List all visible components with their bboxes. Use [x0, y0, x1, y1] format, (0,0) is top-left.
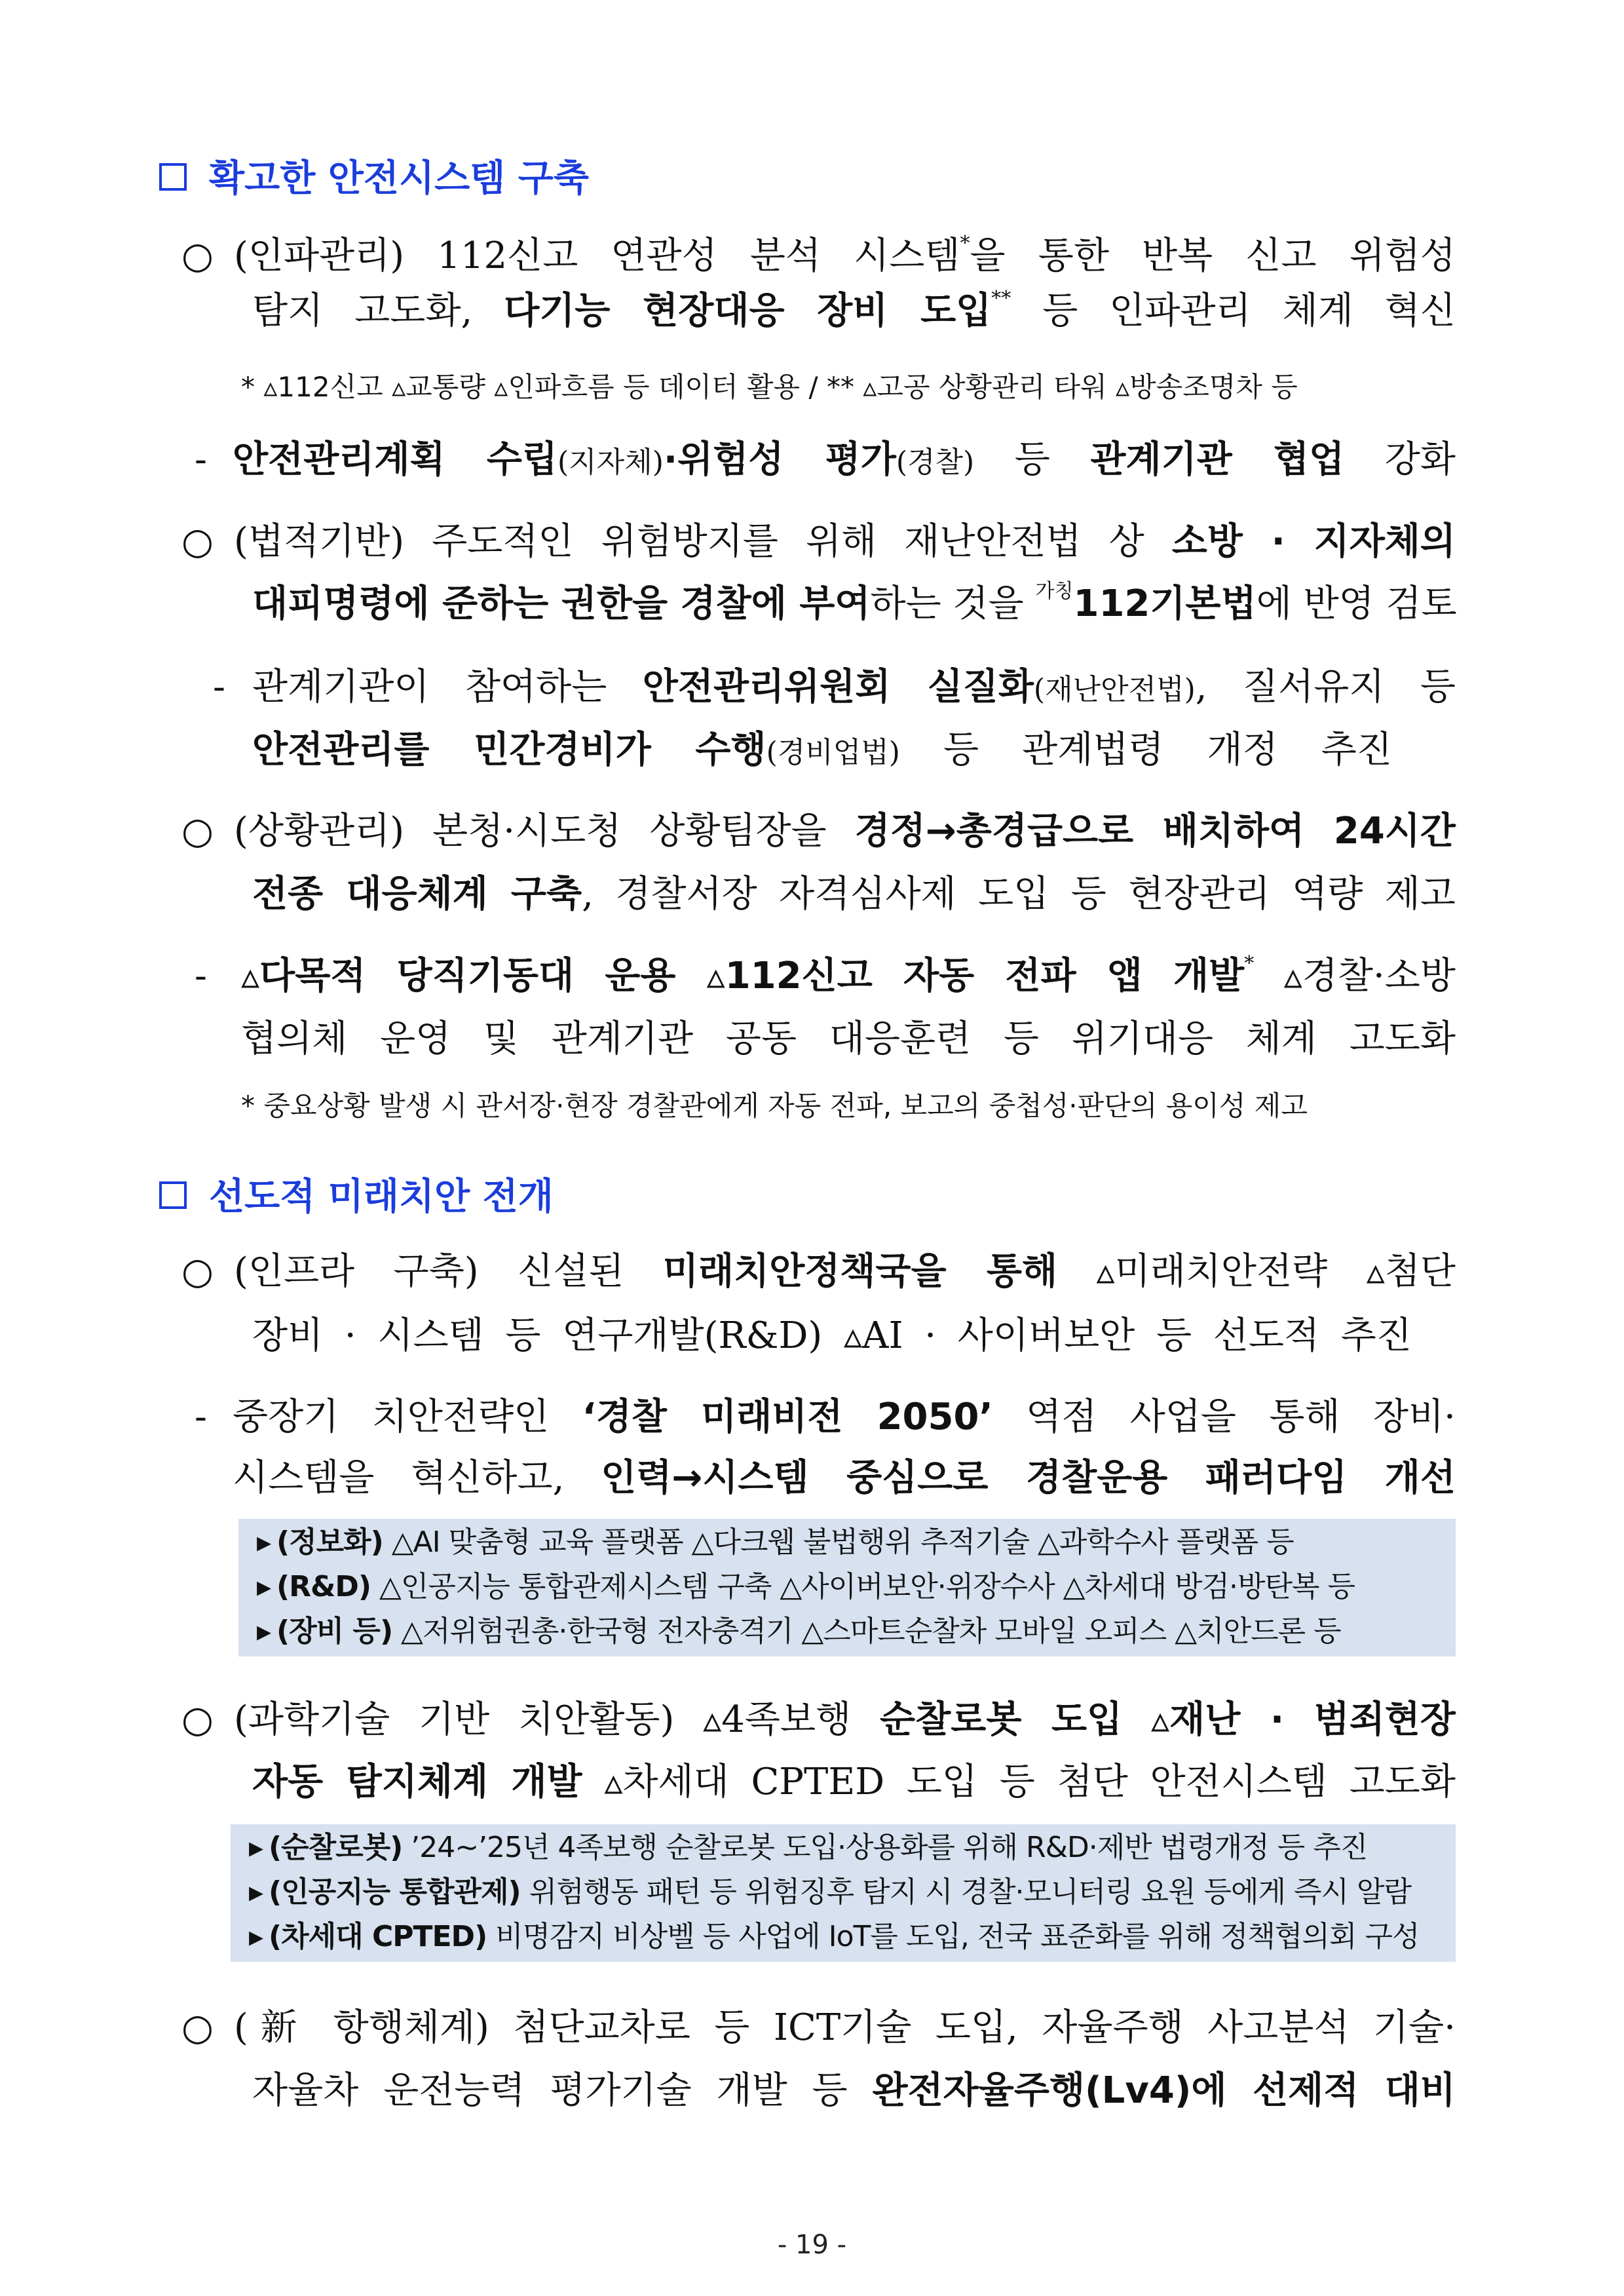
circle-bullet: ○	[181, 1250, 214, 1293]
triangle-right-icon: ▸	[257, 1525, 271, 1559]
box-item: ▸ (순찰로봇) ’24∼’25년 4족보행 순찰로봇 도입·상용화를 위해 R&D·제반 법령개정 등 추진	[249, 1827, 1367, 1869]
paragraph-line: 협의체 운영 및 관계기관 공동 대응훈련 등 위기대응 체계 고도화	[241, 1018, 1456, 1060]
triangle-right-icon: ▸	[257, 1570, 271, 1603]
footnote: * ▵112신고 ▵교통량 ▵인파흐름 등 데이터 활용 / ** ▵고공 상황관리 타워 ▵방송조명차 등	[241, 371, 1298, 403]
paragraph-line: 탐지 고도화, 다기능 현장대응 장비 도입** 등 인파관리 체계 혁신	[252, 287, 1456, 332]
box-item: ▸ (R&D) △인공지능 통합관제시스템 구축 △사이버보안·위장수사 △차세대 방검·방탄복 등	[257, 1566, 1355, 1608]
triangle-right-icon: ▸	[257, 1615, 271, 1648]
paragraph-line: 시스템을 혁신하고, 인력→시스템 중심으로 경찰운용 패러다임 개선	[233, 1457, 1456, 1499]
box-item: ▸ (인공지능 통합관제) 위험행동 패턴 등 위험징후 탐지 시 경찰·모니터링 요원 등에게 즉시 알람	[249, 1871, 1411, 1913]
paragraph-line: (인파관리) 112신고 연관성 분석 시스템*을 통한 반복 신고 위험성	[234, 232, 1456, 277]
box-item: ▸ (정보화) △AI 맞춤형 교육 플랫폼 △다크웹 불법행위 추적기술 △과학수사 플랫폼 등	[257, 1521, 1294, 1563]
dash-bullet: -	[195, 1396, 207, 1438]
paragraph-line: (新 항행체계) 첨단교차로 등 ICT기술 도입, 자율주행 사고분석 기술·	[234, 2006, 1456, 2049]
circle-bullet: ○	[181, 1698, 214, 1741]
box-item: ▸ (장비 등) △저위험권총·한국형 전자충격기 △스마트순찰차 모바일 오피스 △치안드론 등	[257, 1611, 1341, 1653]
footnote: * 중요상황 발생 시 관서장·현장 경찰관에게 자동 전파, 보고의 중첩성·판단의 용이성 제고	[241, 1090, 1308, 1122]
paragraph-line: 중장기 치안전략인 ‘경찰 미래비전 2050’ 역점 사업을 통해 장비·	[233, 1396, 1456, 1438]
section-heading: 선도적 미래치안 전개	[159, 1168, 554, 1214]
paragraph-line: (법적기반) 주도적인 위험방지를 위해 재난안전법 상 소방 · 지자체의	[234, 520, 1456, 563]
dash-bullet: -	[195, 955, 207, 997]
circle-bullet: ○	[181, 2006, 214, 2049]
paragraph-line: ▵다목적 당직기동대 운용 ▵112신고 자동 전파 앱 개발* ▵경찰·소방	[241, 952, 1456, 997]
paragraph-line: 자동 탐지체계 개발 ▵차세대 CPTED 도입 등 첨단 안전시스템 고도화	[252, 1761, 1456, 1803]
paragraph-line: 대피명령에 준하는 권한을 경찰에 부여하는 것을 $^{가칭}$112기본법에 반영 검토	[252, 580, 1457, 625]
paragraph-line: (상황관리) 본청·시도청 상황팀장을 경정→총경급으로 배치하여 24시간	[234, 810, 1456, 852]
section-heading: 확고한 안전시스템 구축	[159, 149, 589, 195]
checkbox-square-icon	[159, 163, 187, 191]
triangle-right-icon: ▸	[249, 1875, 263, 1909]
circle-bullet: ○	[181, 810, 214, 852]
paragraph-line: 전종 대응체계 구축, 경찰서장 자격심사제 도입 등 현장관리 역량 제고	[252, 873, 1456, 915]
paragraph-line: 자율차 운전능력 평가기술 개발 등 완전자율주행(Lv4)에 선제적 대비	[252, 2069, 1456, 2112]
highlight-box	[231, 1824, 1456, 1962]
highlight-box	[238, 1519, 1456, 1656]
page-number: - 19 -	[777, 2230, 847, 2260]
dash-bullet: -	[195, 438, 207, 481]
circle-bullet: ○	[181, 520, 214, 563]
paragraph-line: 안전관리계획 수립(지자체)·위험성 평가(경찰) 등 관계기관 협업 강화	[233, 438, 1456, 481]
paragraph-line: (과학기술 기반 치안활동) ▵4족보행 순찰로봇 도입 ▵재난 · 범죄현장	[234, 1698, 1456, 1741]
box-item: ▸ (차세대 CPTED) 비명감지 비상벨 등 사업에 IoT를 도입, 전국 표준화를 위해 정책협의회 구성	[249, 1916, 1419, 1958]
paragraph-line: 장비 · 시스템 등 연구개발(R&D) ▵AI · 사이버보안 등 선도적 추진	[252, 1314, 1412, 1357]
dash-bullet: -	[213, 666, 225, 708]
checkbox-square-icon	[159, 1181, 187, 1209]
triangle-right-icon: ▸	[249, 1920, 263, 1953]
triangle-right-icon: ▸	[249, 1831, 263, 1864]
circle-bullet: ○	[181, 235, 214, 277]
paragraph-line: 관계기관이 참여하는 안전관리위원회 실질화(재난안전법), 질서유지 등	[252, 666, 1456, 708]
paragraph-line: (인프라 구축) 신설된 미래치안정책국을 통해 ▵미래치안전략 ▵첨단	[234, 1250, 1456, 1293]
paragraph-line: 안전관리를 민간경비가 수행(경비업법) 등 관계법령 개정 추진	[252, 729, 1392, 771]
